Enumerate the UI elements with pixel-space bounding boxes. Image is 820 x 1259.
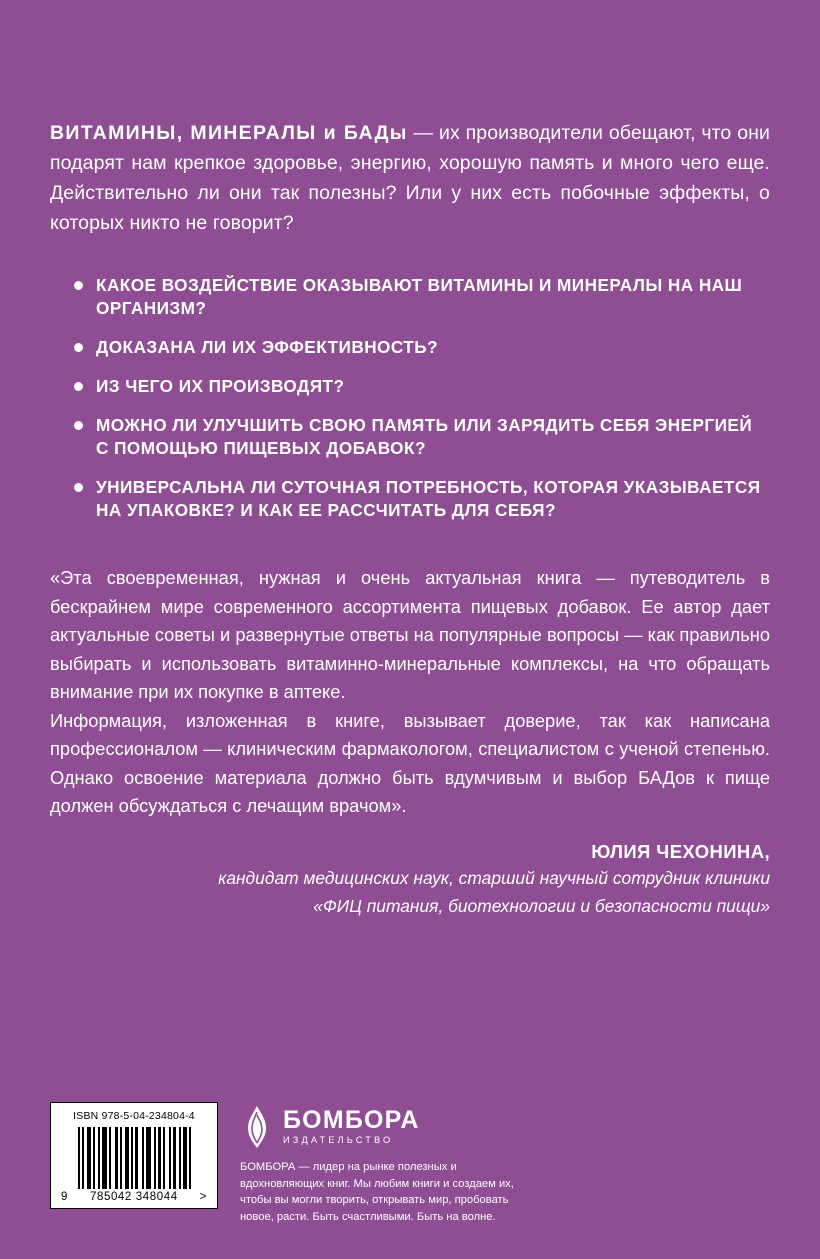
list-item: [96, 476, 770, 522]
review-author-role-line1: кандидат медицинских наук, старший научный сотрудник клиники: [218, 867, 770, 888]
list-item: [96, 336, 770, 359]
publisher-name: БОМБОРА: [283, 1106, 420, 1135]
bullet-icon: [74, 483, 83, 492]
barcode-digits-main: 785042 348044: [89, 1191, 178, 1203]
question-text: МОЖНО ЛИ УЛУЧШИТЬ СВОЮ ПАМЯТЬ ИЛИ ЗАРЯДИТЬ СЕБЯ ЭНЕРГИЕЙ С ПОМОЩЬЮ ПИЩЕВЫХ ДОБАВОК?: [96, 415, 753, 458]
publisher-names: [283, 1108, 420, 1145]
bullet-icon: [74, 382, 83, 391]
list-item: [96, 274, 770, 320]
review-author-name: ЮЛИЯ ЧЕХОНИНА,: [591, 840, 770, 862]
intro-paragraph: [50, 118, 770, 238]
barcode-digit-right: >: [199, 1191, 207, 1203]
list-item: [96, 375, 770, 398]
question-text: УНИВЕРСАЛЬНА ЛИ СУТОЧНАЯ ПОТРЕБНОСТЬ, КОТОРАЯ УКАЗЫВАЕТСЯ НА УПАКОВКЕ? И КАК ЕЕ РАССЧИТАТЬ ДЛЯ СЕБЯ?: [96, 477, 761, 520]
question-text: КАКОЕ ВОЗДЕЙСТВИЕ ОКАЗЫВАЮТ ВИТАМИНЫ И МИНЕРАЛЫ НА НАШ ОРГАНИЗМ?: [96, 275, 743, 318]
bullet-icon: [74, 343, 83, 352]
intro-lead-text: ВИТАМИНЫ, МИНЕРАЛЫ и БАДы: [50, 122, 408, 144]
question-text: ИЗ ЧЕГО ИХ ПРОИЗВОДЯТ?: [96, 376, 345, 396]
review-paragraph-2: Информация, изложенная в книге, вызывает доверие, так как написана профессионалом — клиническим фармакологом, специалистом с ученой степенью. Однако освоение материала должно быть вдумчивым и выбор БАДов к пище должен обсуждаться с лечащим врачом».: [50, 709, 770, 816]
barcode-digit-left: 9: [61, 1191, 68, 1203]
publisher-block: [240, 1102, 540, 1225]
footer: [50, 1102, 770, 1225]
isbn-label: ISBN 978-5-04-234804-4: [73, 1110, 195, 1122]
bullet-icon: [74, 421, 83, 430]
list-item: [96, 414, 770, 460]
review-block: [50, 564, 770, 821]
question-text: ДОКАЗАНА ЛИ ИХ ЭФФЕКТИВНОСТЬ?: [96, 337, 439, 357]
publisher-subtitle: ИЗДАТЕЛЬСТВО: [283, 1135, 394, 1146]
bombora-logo-icon: [240, 1106, 274, 1148]
publisher-logo-row: [240, 1106, 540, 1148]
barcode-digits: [59, 1189, 209, 1203]
questions-list: [50, 274, 770, 522]
publisher-description: БОМБОРА — лидер на рынке полезных и вдохновляющих книг. Мы любим книги и создаем их, чтобы вы могли творить, открывать мир, пробовать новое, расти. Быть счастливыми. Быть на волне.: [240, 1161, 514, 1223]
review-attribution: [50, 841, 770, 919]
bullet-icon: [74, 281, 83, 290]
barcode-image: [59, 1127, 209, 1189]
intro-body-text: — их производители обещают, что они подарят нам крепкое здоровье, энергию, хорошую память и много чего еще. Действительно ли они так полезны? Или у них есть побочные эффекты, о которых никто не говорит?: [50, 122, 770, 234]
review-paragraph-1: «Эта своевременная, нужная и очень актуальная книга — путеводитель в бескрайнем мире современного ассортимента пищевых добавок. Ее автор дает актуальные советы и развернутые ответы на популярные вопросы — как правильно выбирать и использовать витаминно-минеральные комплексы, на что обращать внимание при их покупке в аптеке.: [50, 567, 770, 702]
review-author-role-line2: «ФИЦ питания, биотехнологии и безопасности пищи»: [313, 895, 770, 916]
isbn-barcode-block: [50, 1102, 218, 1209]
